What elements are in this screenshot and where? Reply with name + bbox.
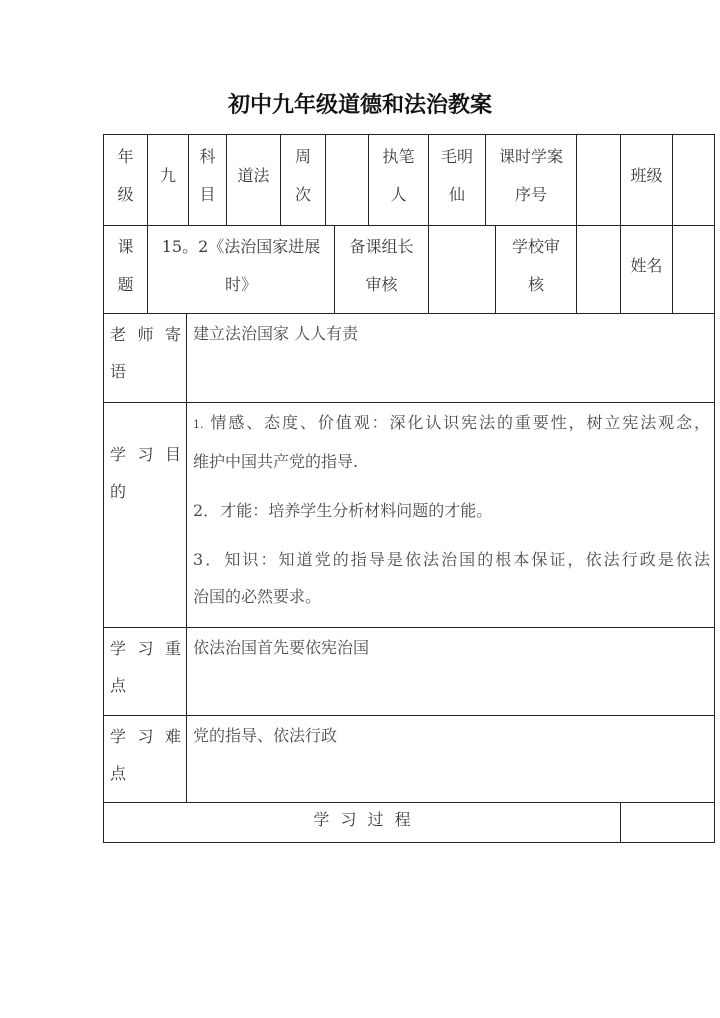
teacher-message-label-line: 老 师 寄 <box>110 325 181 344</box>
grade-value: 九 <box>159 166 176 185</box>
learning-process-side-cell <box>620 802 715 843</box>
teacher-message-label-line: 语 <box>110 362 127 381</box>
week-label-cell <box>280 134 326 226</box>
subject-label-line: 科 <box>199 147 216 166</box>
difficulties-content-cell <box>186 715 715 803</box>
subject-value-cell <box>226 134 281 226</box>
class-value-cell <box>672 134 715 226</box>
topic-value-line: 15。2《法治国家进展 <box>161 236 321 256</box>
school-review-label-line: 学校审 <box>511 236 560 256</box>
topic-label-cell <box>103 225 148 314</box>
group-review-label-line: 备课组长 <box>349 236 414 256</box>
objective-text: 才能：培养学生分析材料问题的才能。 <box>220 501 493 520</box>
objective-item-1 <box>193 404 710 480</box>
learning-process-cell <box>103 802 621 843</box>
learning-process-label: 学 习 过 程 <box>313 810 411 829</box>
subject-label-cell <box>188 134 227 226</box>
week-value-cell <box>325 134 369 226</box>
difficulties-label-line: 点 <box>110 764 127 783</box>
teacher-message-label-cell <box>103 313 187 403</box>
student-name-value-cell <box>672 225 715 314</box>
topic-label-line: 课 <box>117 236 134 256</box>
teacher-message-content-cell <box>186 313 715 403</box>
objective-line: 维护中国共产党的指导. <box>193 452 359 471</box>
objective-text: 情感、态度、价值观：深化认识宪法的重要性，树立宪法观念， <box>208 413 710 432</box>
key-points-content-cell <box>186 627 715 716</box>
week-label-line: 周 <box>294 147 311 166</box>
document-title: 初中九年级道德和法治教案 <box>227 92 492 118</box>
subject-label-line: 目 <box>199 185 216 204</box>
group-review-label-line: 审核 <box>365 274 398 294</box>
difficulties-label-line: 学 习 难 <box>110 727 181 746</box>
lesson-number-label-cell <box>485 134 577 226</box>
student-name-label: 姓名 <box>630 255 663 275</box>
objective-text: 知识：知道党的指导是依法治国的根本保证，依法行政是依法 <box>224 550 710 569</box>
grade-label-cell <box>103 134 148 226</box>
objective-line <box>193 541 710 578</box>
objectives-content-cell <box>186 402 715 628</box>
author-value-line: 仙 <box>448 185 465 204</box>
group-review-label-cell <box>334 225 429 314</box>
school-review-label-cell <box>495 225 577 314</box>
topic-label-line: 题 <box>117 274 134 294</box>
objective-item-3 <box>193 541 710 615</box>
school-review-value-cell <box>576 225 621 314</box>
grade-value-cell <box>147 134 189 226</box>
author-value-cell <box>428 134 486 226</box>
author-label-line: 执笔 <box>382 147 415 166</box>
objective-line: 治国的必然要求。 <box>193 587 322 606</box>
difficulties-label-cell <box>103 715 187 803</box>
key-points-label-cell <box>103 627 187 716</box>
objective-number: 3． <box>193 550 224 569</box>
grade-label-line: 级 <box>117 185 134 204</box>
key-points-label-line: 点 <box>110 676 127 695</box>
lesson-number-value-cell <box>576 134 621 226</box>
subject-value: 道法 <box>237 166 270 185</box>
school-review-label-line: 核 <box>527 274 544 294</box>
objectives-label-line: 的 <box>110 482 127 501</box>
author-label-line: 人 <box>390 185 407 204</box>
group-review-value-cell <box>428 225 496 314</box>
objective-line <box>193 404 710 443</box>
objectives-label-cell <box>103 402 187 628</box>
objective-number: 1. <box>193 418 204 431</box>
objective-number: 2． <box>193 501 220 520</box>
lesson-number-label-line: 课时学案 <box>498 147 563 166</box>
topic-value-line: 时》 <box>224 274 257 294</box>
objectives-label-line: 学 习 目 <box>110 445 181 464</box>
week-label-line: 次 <box>294 185 311 204</box>
topic-value-cell <box>147 225 335 314</box>
author-value-line: 毛明 <box>440 147 473 166</box>
student-name-label-cell <box>620 225 673 314</box>
lesson-number-label-line: 序号 <box>514 185 547 204</box>
difficulties-content: 党的指导、依法行政 <box>193 726 338 745</box>
grade-label-line: 年 <box>117 147 134 166</box>
objective-line <box>193 492 710 529</box>
teacher-message-content: 建立法治国家 人人有责 <box>193 324 359 343</box>
key-points-content: 依法治国首先要依宪治国 <box>193 638 370 657</box>
author-label-cell <box>368 134 429 226</box>
class-label: 班级 <box>630 166 663 185</box>
class-label-cell <box>620 134 673 226</box>
key-points-label-line: 学 习 重 <box>110 639 181 658</box>
objective-item-2 <box>193 492 710 529</box>
